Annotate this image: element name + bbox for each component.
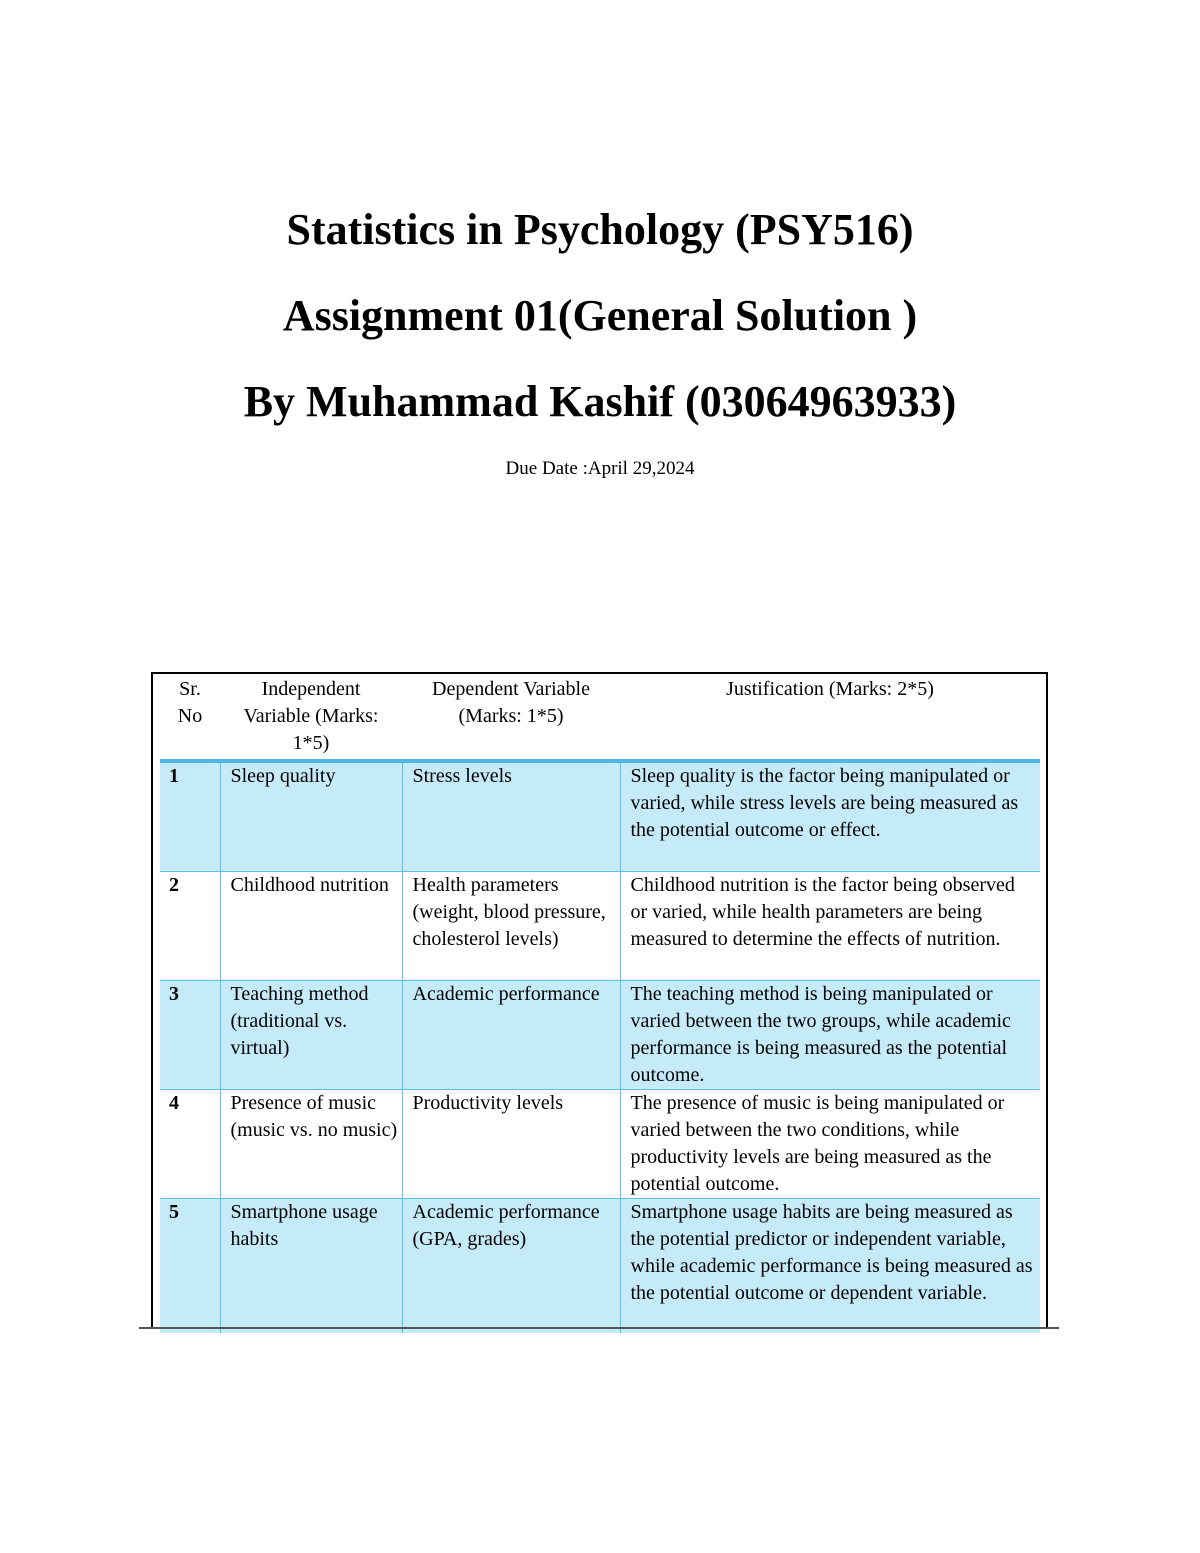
cell-independent-variable: Presence of music (music vs. no music) (220, 1090, 402, 1199)
table-row (160, 1199, 1040, 1334)
cell-justification: Childhood nutrition is the factor being observed or varied, while health parameters are being measured to determine the effects of nutrition. (620, 872, 1040, 981)
cell-independent-variable: Teaching method (traditional vs. virtual) (220, 981, 402, 1090)
cell-independent-variable: Smartphone usage habits (220, 1199, 402, 1334)
cell-sr-no: 5 (160, 1199, 220, 1334)
cell-dependent-variable: Academic performance (GPA, grades) (402, 1199, 620, 1334)
cell-sr-no: 4 (160, 1090, 220, 1199)
author-line: By Muhammad Kashif (03064963933) (243, 377, 957, 426)
table-bottom-rule (139, 1327, 1059, 1329)
cell-dependent-variable: Productivity levels (402, 1090, 620, 1199)
table-row (160, 872, 1040, 981)
cell-justification: The presence of music is being manipulated or varied between the two conditions, while productivity levels are being measured as the potential outcome. (620, 1090, 1040, 1199)
cell-dependent-variable: Academic performance (402, 981, 620, 1090)
table-row (160, 761, 1040, 872)
cell-justification: Smartphone usage habits are being measured as the potential predictor or independent variable, while academic performance is being measured as the potential outcome or dependent variable. (620, 1199, 1040, 1334)
header-independent-variable: Independent Variable (Marks: 1*5) (220, 676, 402, 761)
header-dependent-variable: Dependent Variable (Marks: 1*5) (402, 676, 620, 761)
variables-table (160, 676, 1040, 1333)
cell-dependent-variable: Stress levels (402, 761, 620, 872)
due-date: Due Date :April 29,2024 (505, 458, 695, 479)
table-row (160, 981, 1040, 1090)
header-justification: Justification (Marks: 2*5) (620, 676, 1040, 761)
variables-table-frame (151, 672, 1048, 1329)
cell-dependent-variable: Health parameters (weight, blood pressure, cholesterol levels) (402, 872, 620, 981)
cell-justification: The teaching method is being manipulated or varied between the two groups, while academic performance is being measured as the potential outcome. (620, 981, 1040, 1090)
cell-sr-no: 1 (160, 761, 220, 872)
cell-independent-variable: Sleep quality (220, 761, 402, 872)
cell-sr-no: 3 (160, 981, 220, 1090)
table-header-row (160, 676, 1040, 761)
document-title: Statistics in Psychology (PSY516) (286, 205, 914, 254)
assignment-title: Assignment 01(General Solution ) (282, 291, 918, 340)
cell-justification: Sleep quality is the factor being manipulated or varied, while stress levels are being measured as the potential outcome or effect. (620, 761, 1040, 872)
cell-sr-no: 2 (160, 872, 220, 981)
cell-independent-variable: Childhood nutrition (220, 872, 402, 981)
header-sr-no: Sr. No (160, 676, 220, 761)
table-row (160, 1090, 1040, 1199)
